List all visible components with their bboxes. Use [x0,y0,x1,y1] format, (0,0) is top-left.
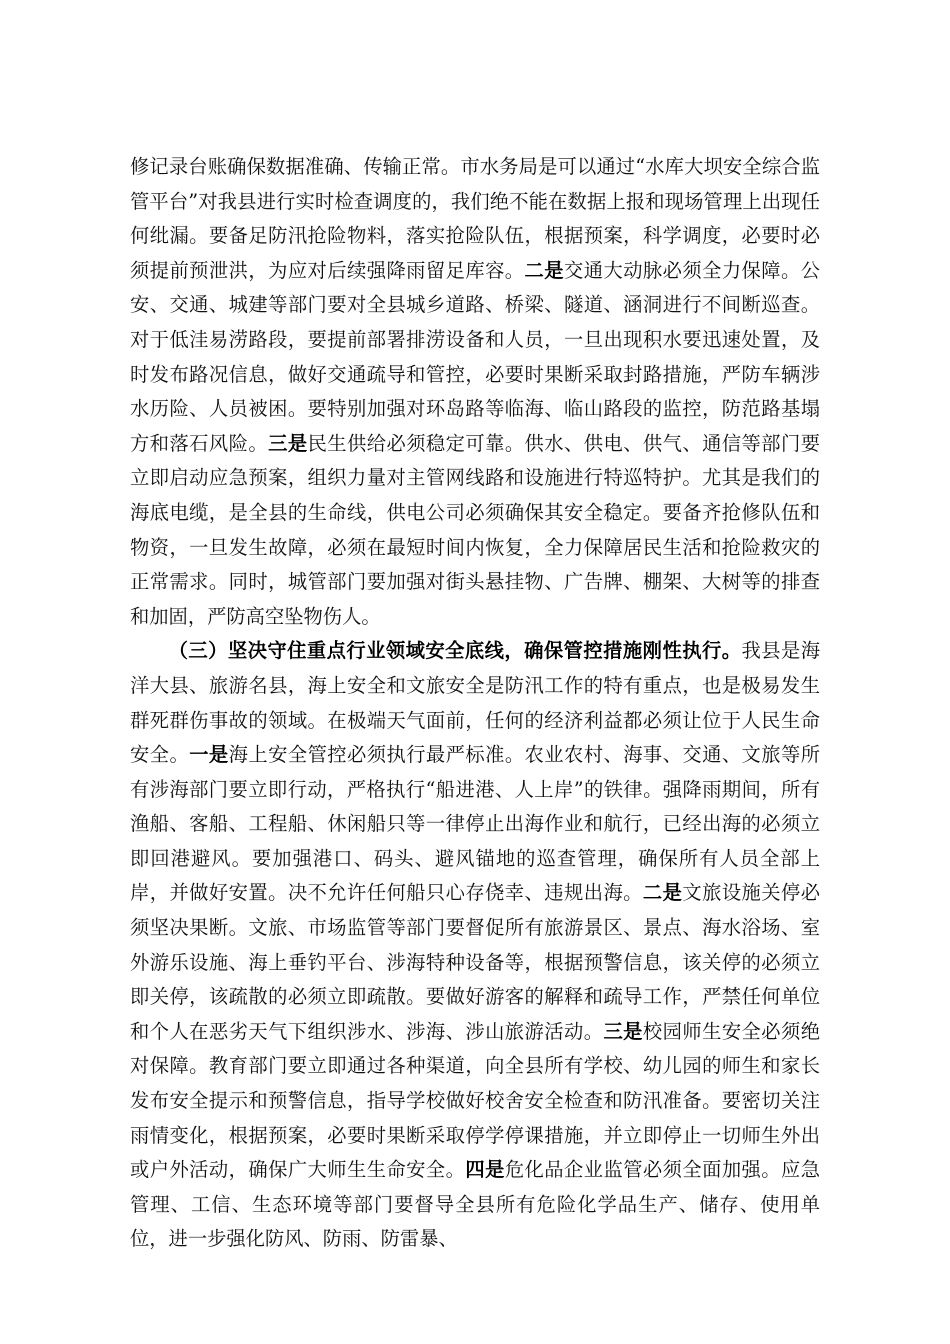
body-text: 交通大动脉必须全力保障。公安、交通、城建等部门要对全县城乡道路、桥梁、隧道、涵洞进行不间断巡查。对于低洼易涝路段，要提前部署排涝设备和人员，一旦出现积水要迅速处置，及时发布路况信息，做好交通疏导和管控，必要时果断采取封路措施，严防车辆涉水历险、人员被困。要特别加强对环岛路等临海、临山路段的监控，防范路基塌方和落石风险。 [130,258,821,455]
body-text: 民生供给必须稳定可靠。供水、供电、供气、通信等部门要立即启动应急预案，组织力量对主管网线路和设施进行特巡特护。尤其是我们的海底电缆，是全县的生命线，供电公司必须确保其安全稳定。要备齐抢修队伍和物资，一旦发生故障，必须在最短时间内恢复，全力保障居民生活和抢险救灾的正常需求。同时，城管部门要加强对街头悬挂物、广告牌、棚架、大树等的排查和加固，严防高空坠物伤人。 [130,431,821,628]
bold-lead-text: 四是 [465,1158,505,1182]
body-text: 文旅设施关停必须坚决果断。文旅、市场监管等部门要督促所有旅游景区、景点、海水浴场、室外游乐设施、海上垂钓平台、涉海特种设备等，根据预警信息，该关停的必须立即关停，该疏散的必须立即疏散。要做好游客的解释和疏导工作，严禁任何单位和个人在恶劣天气下组织涉水、涉海、涉山旅游活动。 [130,881,821,1043]
paragraph [130,634,820,1257]
bold-lead-text: 一是 [189,743,229,767]
bold-lead-text: 三是 [603,1019,643,1043]
body-text: 修记录台账确保数据准确、传输正常。市水务局是可以通过“水库大坝安全综合监管平台”对我县进行实时检查调度的，我们绝不能在数据上报和现场管理上出现任何纰漏。要备足防汛抢险物料，落实抢险队伍，根据预案，科学调度，必要时必须提前预泄洪，为应对后续强降雨留足库容。 [130,155,820,282]
paragraph [130,150,820,634]
body-text: 校园师生安全必须绝对保障。教育部门要立即通过各种渠道，向全县所有学校、幼儿园的师生和家长发布安全提示和预警信息，指导学校做好校舍安全检查和防汛准备。要密切关注雨情变化，根据预案，必要时果断采取停学停课措施，并立即停止一切师生外出或户外活动，确保广大师生生命安全。 [130,1019,821,1182]
bold-lead-text: （三）坚决守住重点行业领域安全底线，确保管控措施刚性执行。 [168,639,742,663]
body-text: 危化品企业监管必须全面加强。应急管理、工信、生态环境等部门要督导全县所有危险化学品生产、储存、使用单位，进一步强化防风、防雨、防雷暴、 [130,1158,821,1251]
body-text: 我县是海洋大县、旅游名县，海上安全和文旅安全是防汛工作的特有重点，也是极易发生群死群伤事故的领域。在极端天气面前，任何的经济利益都必须让位于人民生命安全。 [130,639,821,767]
bold-lead-text: 三是 [268,431,308,455]
bold-lead-text: 二是 [642,881,683,905]
bold-lead-text: 二是 [524,258,565,282]
document-body [130,150,820,1257]
body-text: 海上安全管控必须执行最严标准。农业农村、海事、交通、文旅等所有涉海部门要立即行动，严格执行“船进港、人上岸”的铁律。强降雨期间，所有渔船、客船、工程船、休闲船只等一律停止出海作业和航行，已经出海的必须立即回港避风。要加强港口、码头、避风锚地的巡查管理，确保所有人员全部上岸，并做好安置。决不允许任何船只心存侥幸、违规出海。 [130,743,821,905]
